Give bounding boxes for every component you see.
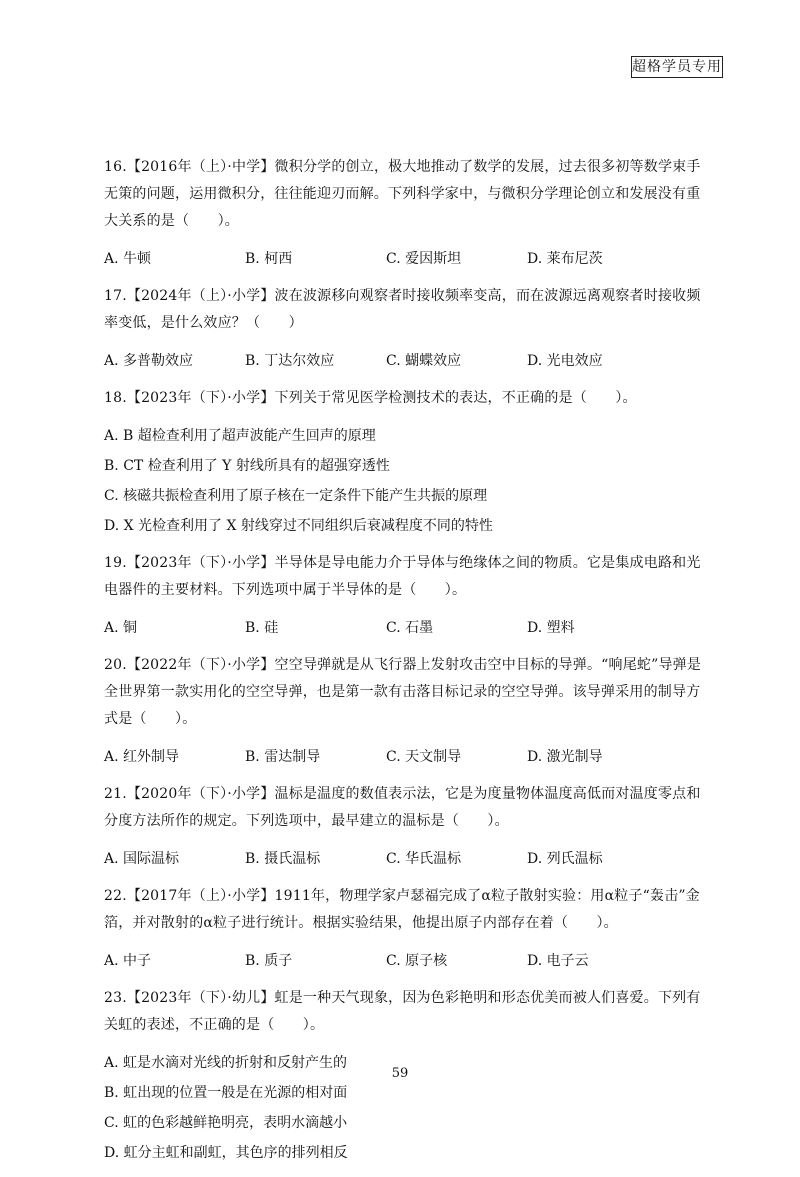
option-a: A. 多普勒效应 xyxy=(104,353,194,369)
option-c: C. 虹的色彩越鲜艳明亮，表明水滴越小 xyxy=(104,1115,348,1131)
option-a: A. 虹是水滴对光线的折射和反射产生的 xyxy=(104,1055,348,1071)
option-b: B. 硅 xyxy=(245,620,279,636)
question-options xyxy=(104,249,710,269)
question-options xyxy=(104,849,710,869)
option-b: B. 虹出现的位置一般是在光源的相对面 xyxy=(104,1085,348,1101)
question-text: 18.【2023年（下）·小学】下列关于常见医学检测技术的表达，不正确的是（ ）。 xyxy=(104,390,637,406)
option-c: C. 核磁共振检查利用了原子核在一定条件下能产生共振的原理 xyxy=(104,488,488,504)
option-a: A. 国际温标 xyxy=(104,851,180,867)
option-a: A. 中子 xyxy=(104,953,152,969)
question-options xyxy=(104,351,710,371)
question-17 xyxy=(104,283,710,371)
question-options xyxy=(104,951,710,971)
question-text: 17.【2024年（上）·小学】波在波源移向观察者时接收频率变高，而在波源远离观察者时接收频率变低，是什么效应？（ ） xyxy=(104,288,701,331)
option-b: B. 柯西 xyxy=(245,251,293,267)
option-d: D. 塑料 xyxy=(527,620,575,636)
question-text: 19.【2023年（下）·小学】半导体是导电能力介于导体与绝缘体之间的物质。它是集成电路和光电器件的主要材料。下列选项中属于半导体的是（ ）。 xyxy=(104,555,701,598)
option-c: C. 蝴蝶效应 xyxy=(386,353,462,369)
question-18 xyxy=(104,385,710,536)
option-a: A. 铜 xyxy=(104,620,138,636)
option-d: D. 列氏温标 xyxy=(527,851,603,867)
question-text: 16.【2016年（上）·中学】微积分学的创立，极大地推动了数学的发展，过去很多初等数学束手无策的问题，运用微积分，往往能迎刃而解。下列科学家中，与微积分学理论创立和发展没有重大关系的是（ ）。 xyxy=(104,159,701,229)
option-c: C. 爱因斯坦 xyxy=(386,251,462,267)
option-b: B. CT 检查利用了 Y 射线所具有的超强穿透性 xyxy=(104,458,390,474)
option-d: D. 莱布尼茨 xyxy=(527,251,603,267)
option-d: D. X 光检查利用了 X 射线穿过不同组织后衰减程度不同的特性 xyxy=(104,518,493,534)
question-options xyxy=(104,618,710,638)
option-c: C. 石墨 xyxy=(386,620,434,636)
question-19 xyxy=(104,550,710,638)
question-21 xyxy=(104,781,710,869)
option-d: D. 虹分主虹和副虹，其色序的排列相反 xyxy=(104,1145,348,1161)
question-22 xyxy=(104,883,710,971)
question-text: 22.【2017年（上）·小学】1911年，物理学家卢瑟福完成了α粒子散射实验：用α粒子“轰击”金箔，并对散射的α粒子进行统计。根据实验结果，他提出原子内部存在着（ ）。 xyxy=(104,888,700,931)
option-b: B. 质子 xyxy=(245,953,293,969)
option-b: B. 雷达制导 xyxy=(245,749,321,765)
student-only-badge: 超格学员专用 xyxy=(631,56,723,78)
option-a: A. 牛顿 xyxy=(104,251,152,267)
option-c: C. 原子核 xyxy=(386,953,448,969)
option-c: C. 华氏温标 xyxy=(386,851,462,867)
option-b: B. 摄氏温标 xyxy=(245,851,321,867)
question-list xyxy=(104,154,710,1177)
option-d: D. 光电效应 xyxy=(527,353,603,369)
option-d: D. 激光制导 xyxy=(527,749,603,765)
question-text: 21.【2020年（下）·小学】温标是温度的数值表示法，它是为度量物体温度高低而对温度零点和分度方法所作的规定。下列选项中，最早建立的温标是（ ）。 xyxy=(104,786,701,829)
option-d: D. 电子云 xyxy=(527,953,589,969)
page-number: 59 xyxy=(391,1066,409,1081)
option-c: C. 天文制导 xyxy=(386,749,462,765)
question-options xyxy=(104,747,710,767)
option-a: A. 红外制导 xyxy=(104,749,180,765)
option-b: B. 丁达尔效应 xyxy=(245,353,335,369)
question-text: 20.【2022年（下）·小学】空空导弹就是从飞行器上发射攻击空中目标的导弹。“响尾蛇”导弹是全世界第一款实用化的空空导弹，也是第一款有击落目标记录的空空导弹。该导弹采用的制导方式是（ ）。 xyxy=(104,657,702,727)
question-16 xyxy=(104,154,710,269)
option-a: A. B 超检查利用了超声波能产生回声的原理 xyxy=(104,428,376,444)
question-20 xyxy=(104,652,710,767)
question-text: 23.【2023年（下）·幼儿】虹是一种天气现象，因为色彩艳明和形态优美而被人们喜爱。下列有关虹的表述，不正确的是（ ）。 xyxy=(104,990,701,1033)
